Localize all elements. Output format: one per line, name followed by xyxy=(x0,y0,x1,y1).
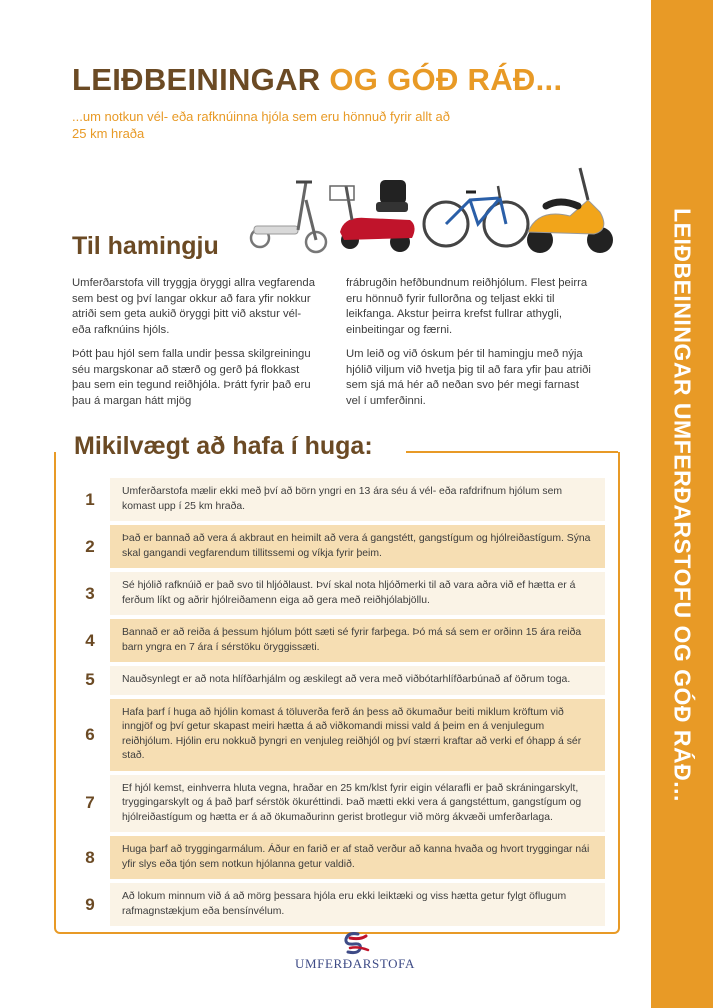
congrats-right-column xyxy=(346,276,592,418)
item-text: Ef hjól kemst, einhverra hluta vegna, hraðar en 25 km/klst fyrir eigin vélarafli er það skráningarskylt, tryggingarskylt og á það þarf sérstök ökuréttindi. Það mætti ekki vera á gangstéttum, gangstígum og hjólreiðastígum og hætta er á að ökumaðurinn gerist brotlegur við mörg ákvæði umferðarlaga. xyxy=(110,775,605,833)
item-number: 7 xyxy=(85,793,95,813)
frame-top-line xyxy=(406,451,618,453)
list-item xyxy=(70,525,605,568)
paragraph: Umferðarstofa vill tryggja öryggi allra vegfarenda sem best og því langar okkur að fara yfir nokkur atriði sem geta aukið öryggi þitt við akstur vél- eða rafknúins hjóls. xyxy=(72,277,315,336)
moped-image xyxy=(527,168,613,253)
item-number: 3 xyxy=(85,583,95,603)
congrats-left-column xyxy=(72,276,318,418)
list-item xyxy=(70,666,605,695)
umferdarstofa-logo xyxy=(270,930,440,980)
item-number: 9 xyxy=(85,894,95,914)
item-number: 2 xyxy=(85,536,95,556)
item-number: 5 xyxy=(85,670,95,690)
item-text: Það er bannað að vera á akbraut en heimilt að vera á gangstétt, gangstígum og hjólreiðastígum. Sýna skal gangandi vegfarendum tillitssemi og víkja fyrir þeim. xyxy=(110,525,605,568)
item-text: Umferðarstofa mælir ekki með því að börn yngri en 13 ára séu á vél- eða rafdrifnum hjólum sem komast upp í 25 km hraða. xyxy=(110,478,605,521)
list-item xyxy=(70,836,605,879)
important-heading: Mikilvægt að hafa í huga: xyxy=(74,432,379,461)
logo-text: UMFERÐARSTOFA xyxy=(294,956,415,971)
item-number: 6 xyxy=(85,724,95,744)
paragraph: Þótt þau hjól sem falla undir þessa skilgreiningu séu margskonar að stærð og gerð þá flokkast þau sem ein tegund reiðhjóla. Þrátt fyrir það eru þau á margan hátt mjög xyxy=(72,348,311,407)
list-item xyxy=(70,572,605,615)
list-item xyxy=(70,775,605,833)
page-subtitle: ...um notkun vél- eða rafknúinna hjóla sem eru hönnuð fyrir allt að 25 km hraða xyxy=(72,109,450,141)
important-list xyxy=(70,478,605,930)
page-title xyxy=(72,62,562,98)
title-part1: LEIÐBEININGAR xyxy=(72,62,321,97)
list-item xyxy=(70,619,605,662)
item-text: Nauðsynlegt er að nota hlífðarhjálm og æskilegt að vera með viðbótarhlífðarbúnað af öðrum toga. xyxy=(110,666,605,695)
item-text: Bannað er að reiða á þessum hjólum þótt sæti sé fyrir farþega. Þó má sá sem er orðinn 15 ára reiða barn yngra en 7 ára í sérstöku öryggissæti. xyxy=(110,619,605,662)
item-number: 8 xyxy=(85,847,95,867)
vehicles-illustration xyxy=(248,160,618,260)
kick-scooter-image xyxy=(251,182,326,252)
mobility-scooter-image xyxy=(330,180,415,252)
electric-bicycle-image xyxy=(424,186,528,246)
paragraph: frábrugðin hefðbundnum reiðhjólum. Flest þeirra eru hönnuð fyrir fullorðna og teljast ekki til leikfanga. Akstur þeirra krefst fullrar athygli, einbeitingar og færni. xyxy=(346,277,588,336)
paragraph: Um leið og við óskum þér til hamingju með nýja hjólið viljum við hvetja þig til að fara yfir þau atriði sem sjá má hér að neðan svo þér megi farnast vel í umferðinni. xyxy=(346,348,591,407)
item-text: Hafa þarf í huga að hjólin komast á töluverða ferð án þess að ökumaður beiti miklum kröftum við inngjöf og því getur skapast meiri hætta á að viðkomandi missi vald á þeim en á venjulegum reiðhjólum. Hjólin eru nokkuð þyngri en venjuleg reiðhjól og því stærri kraftar að verki ef óhapp á sér stað. xyxy=(110,699,605,771)
side-banner-text: LEIÐBEININGAR UMFERÐARSTOFU OG GÓÐ RÁÐ... xyxy=(669,208,696,802)
title-part2: OG GÓÐ RÁÐ... xyxy=(329,62,563,97)
item-text: Huga þarf að tryggingarmálum. Áður en farið er af stað verður að kanna hvaða og hvort tryggingar nái yfir slys eða tjón sem notkun hjólanna getur valdið. xyxy=(110,836,605,879)
list-item xyxy=(70,478,605,521)
list-item xyxy=(70,883,605,926)
item-text: Að lokum minnum við á að mörg þessara hjóla eru ekki leiktæki og viss hætta getur fylgt öflugum rafmagnstækjum eða bensínvélum. xyxy=(110,883,605,926)
list-item xyxy=(70,699,605,771)
congrats-heading: Til hamingju xyxy=(72,232,219,260)
item-number: 4 xyxy=(85,630,95,650)
logo-mark-icon xyxy=(270,930,440,956)
item-number: 1 xyxy=(85,489,95,509)
item-text: Sé hjólið rafknúið er það svo til hljóðlaust. Því skal nota hljóðmerki til að vara aðra við ef hætta er á ferðum líkt og aðrir hjólreiðamenn eiga að gera með reiðhjólabjöllu. xyxy=(110,572,605,615)
